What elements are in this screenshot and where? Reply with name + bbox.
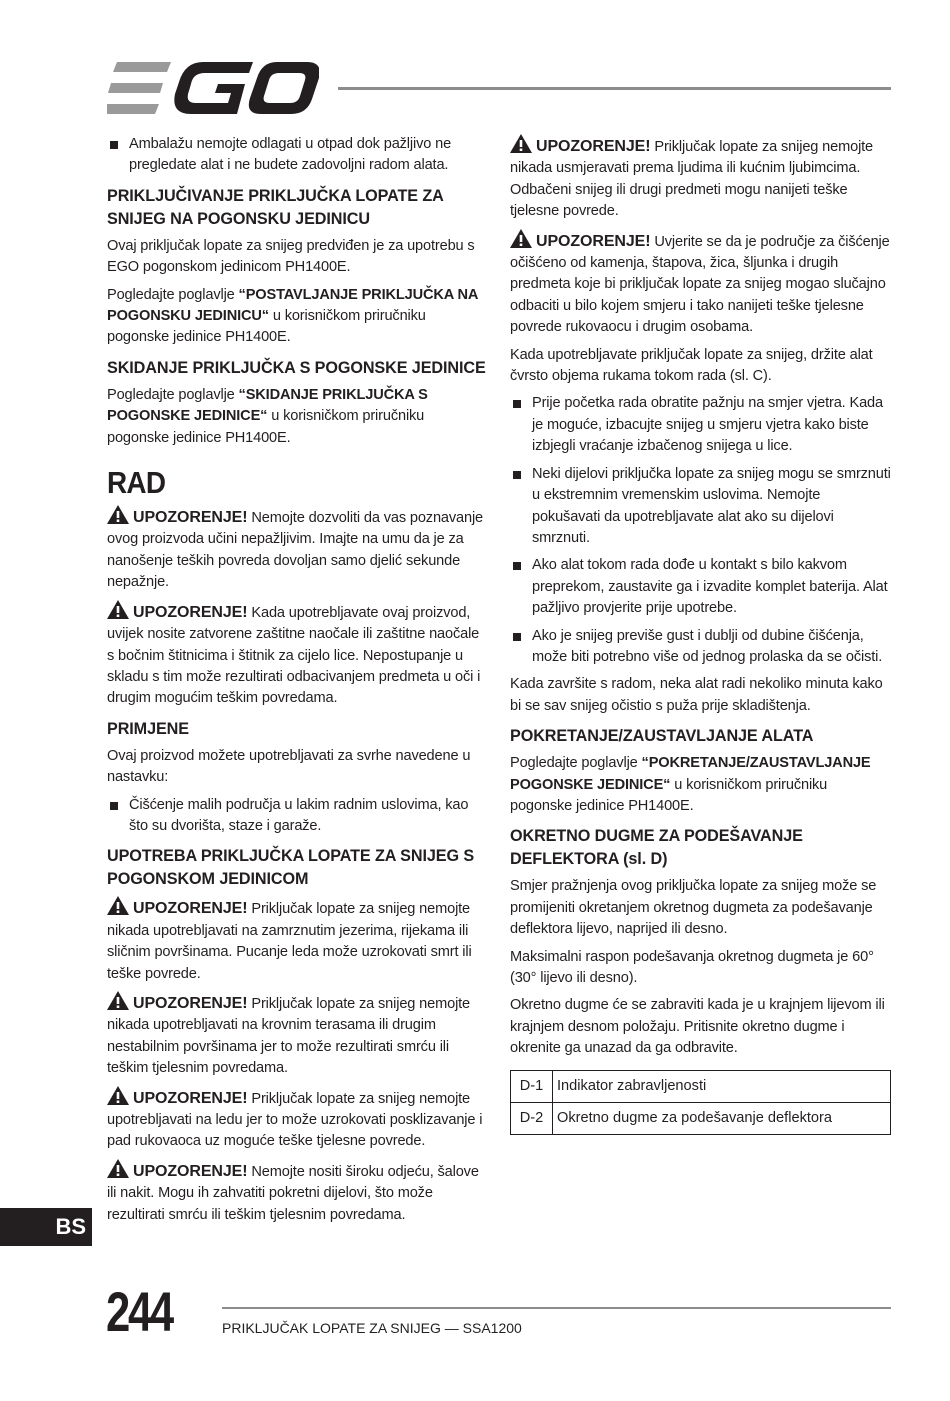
warning-label: UPOZORENJE! [133, 509, 248, 527]
bullet-icon [513, 633, 521, 641]
section-heading-start-stop: POKRETANJE/ZAUSTAVLJANJE ALATA [510, 727, 814, 746]
table-row [511, 1102, 891, 1134]
warning-text: Nemojte dozvoliti da vas poznavanje ovog proizvoda učini nepažljivim. Imajte na umu da je za nanošenje teških povreda dovoljan samo djelić sekunde nepažnje. [107, 510, 484, 591]
warning-paragraph [107, 600, 487, 710]
warning-text: Priključak lopate za snijeg nemojte nikada upotrebljavati na zamrznutim jezerima, rijekama ili sličnim površinama. Pucanje leda može uzrokovati smrt ili teške povrede. [107, 901, 472, 982]
warning-paragraph [107, 1086, 487, 1153]
ego-logo [107, 62, 319, 114]
parts-table [510, 1070, 891, 1135]
right-column [510, 134, 891, 1135]
paragraph: Ovaj proizvod možete upotrebljavati za svrhe navedene u nastavku: [107, 747, 471, 786]
section-heading-deflector-knob: OKRETNO DUGME ZA PODEŠAVANJE DEFLEKTORA (sl. D) [510, 827, 803, 869]
bullet-icon [513, 400, 521, 408]
paragraph: Kada završite s radom, neka alat radi nekoliko minuta kako bi se sav snijeg očistio s puža prije skladištenja. [510, 676, 883, 714]
chapter-reference: “POSTAVLJANJE PRIKLJUČKA NA POGONSKU JEDINICU“ [107, 286, 478, 325]
list-item [107, 134, 487, 177]
warning-triangle-icon [107, 505, 129, 524]
header-rule [338, 87, 891, 90]
text: u korisničkom priručniku pogonske jedinice PH1400E. [107, 408, 425, 446]
bullet-icon [110, 141, 118, 149]
text: Pogledajte poglavlje [107, 286, 239, 303]
table-cell-code: D-2 [511, 1102, 553, 1134]
bullet-icon [513, 562, 521, 570]
table-row [511, 1070, 891, 1102]
table-cell-code: D-1 [511, 1070, 553, 1102]
warning-paragraph [510, 134, 891, 223]
text: u korisničkom priručniku pogonske jedinice PH1400E. [107, 308, 426, 346]
warning-triangle-icon [107, 1086, 129, 1105]
paragraph-reference [107, 385, 487, 449]
footer-rule [222, 1307, 891, 1309]
warning-label: UPOZORENJE! [133, 900, 248, 918]
chapter-heading-rad: RAD [107, 465, 166, 501]
warning-paragraph [510, 229, 891, 339]
list-item [510, 555, 891, 619]
chapter-reference: “SKIDANJE PRIKLJUČKA S POGONSKE JEDINICE“ [107, 386, 428, 425]
warning-triangle-icon [510, 229, 532, 248]
warning-paragraph [107, 1159, 487, 1226]
warning-triangle-icon [107, 896, 129, 915]
warning-paragraph [107, 505, 487, 594]
section-heading-attach: PRIKLJUČIVANJE PRIKLJUČKA LOPATE ZA SNIJEG NA POGONSKU JEDINICU [107, 186, 444, 228]
bullet-text: Ako alat tokom rada dođe u kontakt s bilo kakvom preprekom, zaustavite ga i izvadite komplet baterija. Alat pažljivo provjerite prije upotrebe. [532, 557, 888, 617]
warning-label: UPOZORENJE! [133, 603, 248, 621]
table-cell-desc: Indikator zabravljenosti [553, 1070, 891, 1102]
warning-text: Priključak lopate za snijeg nemojte nikada upotrebljavati na krovnim terasama ili drugim nestabilnim površinama jer to može rezultirati smrću ili teškim tjelesnim povredama. [107, 995, 471, 1077]
table-cell-desc: Okretno dugme za podešavanje deflektora [553, 1102, 891, 1134]
paragraph: Maksimalni raspon podešavanja okretnog dugmeta je 60° (30° lijevo ili desno). [510, 948, 874, 986]
list-item [510, 464, 891, 550]
text: Pogledajte poglavlje [510, 755, 642, 772]
text: u korisničkom priručniku pogonske jedinice PH1400E. [510, 776, 828, 814]
warning-label: UPOZORENJE! [133, 1162, 248, 1180]
paragraph-reference [510, 753, 891, 817]
warning-triangle-icon [510, 134, 532, 153]
bullet-text: Prije početka rada obratite pažnju na smjer vjetra. Kada je moguće, izbacujte snijeg u smjeru vjetra kako biste izbjegli vraćanje izbačenog snijega u lice. [532, 395, 883, 455]
paragraph: Kada upotrebljavate priključak lopate za snijeg, držite alat čvrsto objema rukama tokom rada (sl. C). [510, 346, 873, 385]
bullet-icon [513, 471, 521, 479]
bullet-icon [110, 802, 118, 810]
paragraph: Ovaj priključak lopate za snijeg predviđen je za upotrebu s EGO pogonskom jedinicom PH1400E. [107, 237, 475, 276]
chapter-reference: “POKRETANJE/ZAUSTAVLJANJE POGONSKE JEDINICE“ [510, 755, 871, 793]
warning-paragraph [107, 991, 487, 1080]
warning-triangle-icon [107, 991, 129, 1010]
warning-triangle-icon [107, 1159, 129, 1178]
warning-text: Uvjerite se da je područje za čišćenje očišćeno od kamenja, štapova, žica, šljunka i drugih predmeta koje bi priključak lopate za snijeg mogao slučajno odbaciti u bilo kojem smjeru i tako nanijeti teške tjelesne povrede rukovaocu i drugim osobama. [510, 233, 890, 336]
warning-label: UPOZORENJE! [133, 1089, 248, 1107]
bullet-text: Neki dijelovi priključka lopate za snijeg mogu se smrznuti u ekstremnim vremenskim uslovima. Nemojte pokušavati da upotrebljavate alat ako su dijelovi smrznuti. [532, 465, 891, 546]
paragraph: Okretno dugme će se zabraviti kada je u krajnjem lijevom ili krajnjem desnom položaju. Pritisnite okretno dugme i okrenite ga unazad da ga odbravite. [510, 997, 885, 1057]
warning-paragraph [107, 896, 487, 985]
list-item [510, 626, 891, 669]
list-item [107, 795, 487, 838]
bullet-text: Ako je snijeg previše gust i dublji od dubine čišćenja, može biti potrebno više od jednog prolaska da se očisti. [532, 627, 883, 665]
bullet-text: Čišćenje malih područja u lakim radnim uslovima, kao što su dvorišta, staze i garaže. [129, 796, 469, 834]
footer-title: PRIKLJUČAK LOPATE ZA SNIJEG — SSA1200 [222, 1320, 522, 1336]
warning-triangle-icon [107, 600, 129, 619]
section-heading-primjene: PRIMJENE [107, 719, 189, 738]
list-item [510, 393, 891, 457]
section-heading-use: UPOTREBA PRIKLJUČKA LOPATE ZA SNIJEG S POGONSKOM JEDINICOM [107, 847, 475, 889]
bullet-text: Ambalažu nemojte odlagati u otpad dok pažljivo ne pregledate alat i ne budete zadovoljni radom alata. [129, 136, 452, 174]
warning-text: Priključak lopate za snijeg nemojte nikada usmjeravati prema ljudima ili kućnim ljubimcima. Odbačeni snijeg ili drugi predmeti mogu nanijeti teške tjelesne povrede. [510, 139, 874, 220]
warning-text: Nemojte nositi široku odjeću, šalove ili nakit. Mogu ih zahvatiti pokretni dijelovi, što može rezultirati smrću ili teškim tjelesnim povredama. [107, 1163, 479, 1223]
warning-label: UPOZORENJE! [536, 138, 651, 155]
text: Pogledajte poglavlje [107, 386, 239, 403]
page-number: 244 [106, 1280, 172, 1343]
left-column [107, 134, 487, 1232]
language-tab: BS [0, 1208, 92, 1246]
section-heading-remove: SKIDANJE PRIKLJUČKA S POGONSKE JEDINICE [107, 358, 486, 377]
warning-text: Priključak lopate za snijeg nemojte upotrebljavati na ledu jer to može uzrokovati posklizavanje i pad rukovaoca uz moguće teške tjelesne povrede. [107, 1090, 483, 1150]
warning-text: Kada upotrebljavate ovaj proizvod, uvijek nosite zatvorene zaštitne naočale ili zaštitne naočale s bočnim štitnicima i štitnik za cijelo lice. Nepostupanje u skladu s tim može rezultirati odbacivanjem predmeta u oči i drugim mogućim teškim povredama. [107, 604, 481, 707]
paragraph: Smjer pražnjenja ovog priključka lopate za snijeg može se promijeniti okretanjem okretnog dugmeta za podešavanje deflektora lijevo, naprijed ili desno. [510, 878, 877, 938]
paragraph-reference [107, 285, 487, 349]
warning-label: UPOZORENJE! [133, 994, 248, 1012]
warning-label: UPOZORENJE! [536, 232, 651, 250]
